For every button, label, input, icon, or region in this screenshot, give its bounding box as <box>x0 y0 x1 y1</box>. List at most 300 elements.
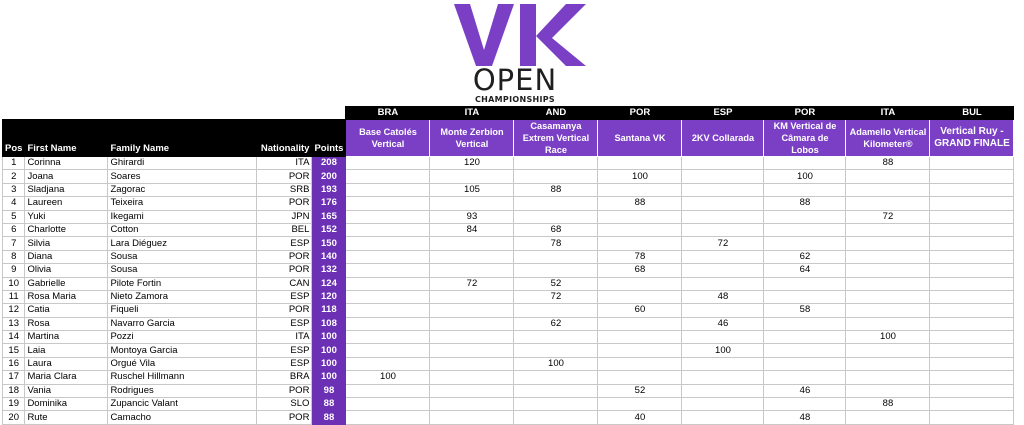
score-cell <box>764 331 846 344</box>
first-name-cell: Joana <box>25 170 108 183</box>
score-cell <box>682 384 764 397</box>
pos-cell: 18 <box>3 384 25 397</box>
first-name-cell: Martina <box>25 331 108 344</box>
event-name: KM Vertical de Câmara de Lobos <box>764 120 846 157</box>
score-cell <box>346 223 430 236</box>
score-cell <box>430 331 514 344</box>
score-cell <box>430 304 514 317</box>
score-cell <box>682 331 764 344</box>
score-cell <box>846 170 930 183</box>
score-cell <box>846 183 930 196</box>
score-cell <box>764 398 846 411</box>
score-cell <box>764 183 846 196</box>
table-row <box>3 223 1014 236</box>
score-cell <box>346 157 430 170</box>
first-name-cell: Silvia <box>25 237 108 250</box>
score-cell <box>514 170 598 183</box>
score-cell <box>346 304 430 317</box>
family-name-cell: Pilote Fortin <box>108 277 257 290</box>
logo-tagline: CHAMPIONSHIPS <box>474 95 555 104</box>
score-cell <box>598 344 682 357</box>
nationality-cell: ITA <box>257 157 312 170</box>
score-cell <box>930 183 1014 196</box>
event-name: 2KV Collarada <box>682 120 764 157</box>
points-cell: 208 <box>312 157 346 170</box>
table-row <box>3 277 1014 290</box>
score-cell: 48 <box>682 290 764 303</box>
score-cell: 84 <box>430 223 514 236</box>
nationality-cell: ESP <box>257 317 312 330</box>
header-nationality: Nationality <box>257 120 312 157</box>
score-cell: 100 <box>514 357 598 370</box>
score-cell <box>598 290 682 303</box>
header-pos: Pos <box>3 120 25 157</box>
score-cell <box>514 157 598 170</box>
score-cell <box>930 170 1014 183</box>
nationality-cell: ESP <box>257 237 312 250</box>
score-cell: 40 <box>598 411 682 424</box>
first-name-cell: Sladjana <box>25 183 108 196</box>
score-cell <box>930 357 1014 370</box>
score-cell <box>846 411 930 424</box>
family-name-cell: Ruschel Hillmann <box>108 371 257 384</box>
score-cell <box>346 277 430 290</box>
score-cell <box>346 317 430 330</box>
family-name-cell: Camacho <box>108 411 257 424</box>
score-cell <box>846 304 930 317</box>
score-cell: 88 <box>846 157 930 170</box>
score-cell <box>846 250 930 263</box>
score-cell: 62 <box>514 317 598 330</box>
score-cell <box>682 250 764 263</box>
score-cell: 46 <box>682 317 764 330</box>
nationality-cell: SLO <box>257 398 312 411</box>
score-cell <box>930 411 1014 424</box>
pos-cell: 15 <box>3 344 25 357</box>
pos-cell: 19 <box>3 398 25 411</box>
score-cell <box>764 223 846 236</box>
points-cell: 140 <box>312 250 346 263</box>
score-cell <box>598 317 682 330</box>
nationality-cell: POR <box>257 264 312 277</box>
pos-cell: 6 <box>3 223 25 236</box>
table-row <box>3 384 1014 397</box>
score-cell <box>598 183 682 196</box>
table-row <box>3 264 1014 277</box>
score-cell <box>930 304 1014 317</box>
first-name-cell: Diana <box>25 250 108 263</box>
score-cell <box>764 371 846 384</box>
points-cell: 108 <box>312 317 346 330</box>
score-cell: 100 <box>346 371 430 384</box>
score-cell <box>846 371 930 384</box>
table-row <box>3 290 1014 303</box>
score-cell <box>764 357 846 370</box>
score-cell <box>930 290 1014 303</box>
table-row <box>3 183 1014 196</box>
header-points: Points <box>312 120 346 157</box>
points-cell: 100 <box>312 331 346 344</box>
first-name-cell: Dominika <box>25 398 108 411</box>
score-cell <box>430 371 514 384</box>
nationality-cell: ESP <box>257 290 312 303</box>
event-country: BUL <box>930 107 1014 120</box>
score-cell <box>430 344 514 357</box>
family-name-cell: Rodrigues <box>108 384 257 397</box>
score-cell <box>930 250 1014 263</box>
score-cell: 72 <box>430 277 514 290</box>
vk-logo-icon <box>440 0 590 70</box>
score-cell <box>346 250 430 263</box>
score-cell <box>930 237 1014 250</box>
score-cell <box>930 157 1014 170</box>
score-cell: 62 <box>764 250 846 263</box>
family-name-cell: Montoya Garcia <box>108 344 257 357</box>
score-cell: 120 <box>430 157 514 170</box>
first-name-cell: Yuki <box>25 210 108 223</box>
score-cell <box>846 223 930 236</box>
score-cell <box>346 197 430 210</box>
points-cell: 132 <box>312 264 346 277</box>
pos-cell: 1 <box>3 157 25 170</box>
event-name: Monte Zerbion Vertical <box>430 120 514 157</box>
score-cell <box>598 237 682 250</box>
score-cell <box>430 384 514 397</box>
score-cell <box>682 304 764 317</box>
points-cell: 100 <box>312 344 346 357</box>
score-cell <box>346 237 430 250</box>
logo-open-text: OPEN <box>472 63 558 97</box>
score-cell: 68 <box>514 223 598 236</box>
table-row <box>3 357 1014 370</box>
score-cell <box>682 223 764 236</box>
score-cell: 64 <box>764 264 846 277</box>
score-cell <box>598 223 682 236</box>
score-cell <box>514 304 598 317</box>
family-name-cell: Nieto Zamora <box>108 290 257 303</box>
score-cell <box>346 170 430 183</box>
table-row <box>3 250 1014 263</box>
score-cell <box>598 398 682 411</box>
country-row-spacer <box>3 107 346 120</box>
table-row <box>3 304 1014 317</box>
first-name-cell: Gabrielle <box>25 277 108 290</box>
family-name-cell: Fiqueli <box>108 304 257 317</box>
pos-cell: 13 <box>3 317 25 330</box>
nationality-cell: POR <box>257 411 312 424</box>
score-cell <box>764 290 846 303</box>
pos-cell: 11 <box>3 290 25 303</box>
score-cell <box>846 357 930 370</box>
score-cell <box>598 277 682 290</box>
table-row <box>3 411 1014 424</box>
score-cell <box>682 183 764 196</box>
score-cell <box>764 344 846 357</box>
first-name-cell: Olivia <box>25 264 108 277</box>
first-name-cell: Catia <box>25 304 108 317</box>
score-cell <box>682 398 764 411</box>
family-name-cell: Lara Diéguez <box>108 237 257 250</box>
score-cell <box>346 398 430 411</box>
score-cell <box>514 250 598 263</box>
score-cell: 88 <box>514 183 598 196</box>
score-cell <box>598 331 682 344</box>
pos-cell: 4 <box>3 197 25 210</box>
score-cell <box>846 344 930 357</box>
score-cell <box>514 398 598 411</box>
score-cell: 100 <box>846 331 930 344</box>
event-country: ITA <box>430 107 514 120</box>
points-cell: 118 <box>312 304 346 317</box>
score-cell: 78 <box>598 250 682 263</box>
pos-cell: 9 <box>3 264 25 277</box>
score-cell <box>930 277 1014 290</box>
table-row <box>3 197 1014 210</box>
pos-cell: 7 <box>3 237 25 250</box>
family-name-cell: Teixeira <box>108 197 257 210</box>
nationality-cell: POR <box>257 170 312 183</box>
nationality-cell: JPN <box>257 210 312 223</box>
score-cell <box>846 237 930 250</box>
family-name-cell: Pozzi <box>108 331 257 344</box>
first-name-cell: Corinna <box>25 157 108 170</box>
first-name-cell: Charlotte <box>25 223 108 236</box>
score-cell <box>682 157 764 170</box>
nationality-cell: POR <box>257 250 312 263</box>
score-cell <box>430 250 514 263</box>
pos-cell: 17 <box>3 371 25 384</box>
points-cell: 100 <box>312 371 346 384</box>
score-cell: 52 <box>514 277 598 290</box>
points-cell: 200 <box>312 170 346 183</box>
pos-cell: 5 <box>3 210 25 223</box>
score-cell <box>846 277 930 290</box>
family-name-cell: Sousa <box>108 264 257 277</box>
score-cell <box>346 290 430 303</box>
table-row <box>3 210 1014 223</box>
family-name-cell: Zagorac <box>108 183 257 196</box>
pos-cell: 20 <box>3 411 25 424</box>
nationality-cell: POR <box>257 197 312 210</box>
score-cell <box>930 331 1014 344</box>
family-name-cell: Sousa <box>108 250 257 263</box>
table-row <box>3 398 1014 411</box>
event-name: Casamanya Extrem Vertical Race <box>514 120 598 157</box>
table-row <box>3 237 1014 250</box>
score-cell <box>346 357 430 370</box>
score-cell <box>930 317 1014 330</box>
score-cell <box>682 371 764 384</box>
score-cell: 100 <box>682 344 764 357</box>
score-cell <box>682 210 764 223</box>
score-cell <box>682 170 764 183</box>
family-name-cell: Soares <box>108 170 257 183</box>
family-name-cell: Ikegami <box>108 210 257 223</box>
score-cell <box>846 384 930 397</box>
first-name-cell: Rosa <box>25 317 108 330</box>
nationality-cell: POR <box>257 304 312 317</box>
points-cell: 100 <box>312 357 346 370</box>
event-name: Adamello Vertical Kilometer® <box>846 120 930 157</box>
event-country: POR <box>598 107 682 120</box>
score-cell <box>598 371 682 384</box>
score-cell: 93 <box>430 210 514 223</box>
first-name-cell: Laureen <box>25 197 108 210</box>
points-cell: 165 <box>312 210 346 223</box>
score-cell <box>846 197 930 210</box>
nationality-cell: ESP <box>257 344 312 357</box>
score-cell: 100 <box>764 170 846 183</box>
table-row <box>3 317 1014 330</box>
score-cell <box>430 398 514 411</box>
score-cell <box>514 331 598 344</box>
score-cell: 46 <box>764 384 846 397</box>
pos-cell: 2 <box>3 170 25 183</box>
score-cell: 58 <box>764 304 846 317</box>
score-cell <box>930 384 1014 397</box>
score-cell <box>346 331 430 344</box>
standings-table <box>2 106 1014 425</box>
score-cell <box>430 170 514 183</box>
score-cell: 52 <box>598 384 682 397</box>
family-name-cell: Navarro Garcia <box>108 317 257 330</box>
score-cell <box>430 357 514 370</box>
event-country: ITA <box>846 107 930 120</box>
nationality-cell: ESP <box>257 357 312 370</box>
points-cell: 152 <box>312 223 346 236</box>
nationality-cell: BRA <box>257 371 312 384</box>
score-cell <box>846 290 930 303</box>
points-cell: 88 <box>312 411 346 424</box>
score-cell <box>430 317 514 330</box>
score-cell <box>682 264 764 277</box>
header-first-name: First Name <box>25 120 108 157</box>
nationality-cell: POR <box>257 384 312 397</box>
points-cell: 150 <box>312 237 346 250</box>
score-cell <box>346 183 430 196</box>
score-cell <box>346 264 430 277</box>
family-name-cell: Zupancic Valant <box>108 398 257 411</box>
score-cell <box>346 210 430 223</box>
nationality-cell: ITA <box>257 331 312 344</box>
score-cell <box>346 344 430 357</box>
score-cell: 72 <box>682 237 764 250</box>
event-country: POR <box>764 107 846 120</box>
points-cell: 193 <box>312 183 346 196</box>
score-cell <box>430 237 514 250</box>
score-cell <box>764 210 846 223</box>
score-cell: 78 <box>514 237 598 250</box>
score-cell <box>764 317 846 330</box>
score-cell <box>930 344 1014 357</box>
first-name-cell: Vania <box>25 384 108 397</box>
score-cell <box>764 157 846 170</box>
score-cell <box>514 210 598 223</box>
score-cell: 88 <box>598 197 682 210</box>
score-cell <box>598 210 682 223</box>
points-cell: 124 <box>312 277 346 290</box>
score-cell: 88 <box>846 398 930 411</box>
score-cell <box>346 411 430 424</box>
score-cell <box>764 277 846 290</box>
first-name-cell: Laia <box>25 344 108 357</box>
score-cell <box>514 384 598 397</box>
score-cell <box>930 210 1014 223</box>
nationality-cell: CAN <box>257 277 312 290</box>
family-name-cell: Orgué Vila <box>108 357 257 370</box>
score-cell: 48 <box>764 411 846 424</box>
event-country: AND <box>514 107 598 120</box>
score-cell: 68 <box>598 264 682 277</box>
score-cell <box>514 371 598 384</box>
first-name-cell: Maria Clara <box>25 371 108 384</box>
score-cell <box>930 197 1014 210</box>
score-cell <box>430 264 514 277</box>
nationality-cell: SRB <box>257 183 312 196</box>
score-cell <box>930 398 1014 411</box>
event-name: Santana VK <box>598 120 682 157</box>
event-country: BRA <box>346 107 430 120</box>
points-cell: 176 <box>312 197 346 210</box>
points-cell: 88 <box>312 398 346 411</box>
score-cell: 72 <box>514 290 598 303</box>
pos-cell: 8 <box>3 250 25 263</box>
family-name-cell: Cotton <box>108 223 257 236</box>
pos-cell: 12 <box>3 304 25 317</box>
vk-open-logo <box>440 0 590 108</box>
event-name-grand-finale: Vertical Ruy - GRAND FINALE <box>930 120 1014 157</box>
score-cell <box>682 411 764 424</box>
standings-body <box>3 157 1014 425</box>
score-cell: 100 <box>598 170 682 183</box>
score-cell <box>846 264 930 277</box>
score-cell <box>514 264 598 277</box>
nationality-cell: BEL <box>257 223 312 236</box>
table-row <box>3 170 1014 183</box>
country-row <box>3 107 1014 120</box>
event-country: ESP <box>682 107 764 120</box>
score-cell <box>846 317 930 330</box>
score-cell <box>514 197 598 210</box>
header-row <box>3 120 1014 157</box>
score-cell <box>514 411 598 424</box>
score-cell <box>682 197 764 210</box>
event-name: Base Catolés Vertical <box>346 120 430 157</box>
table-row <box>3 157 1014 170</box>
score-cell <box>430 411 514 424</box>
pos-cell: 3 <box>3 183 25 196</box>
points-cell: 120 <box>312 290 346 303</box>
score-cell <box>930 264 1014 277</box>
score-cell <box>682 357 764 370</box>
table-row <box>3 331 1014 344</box>
score-cell <box>430 197 514 210</box>
pos-cell: 16 <box>3 357 25 370</box>
score-cell: 72 <box>846 210 930 223</box>
first-name-cell: Laura <box>25 357 108 370</box>
header-family-name: Family Name <box>108 120 257 157</box>
score-cell: 105 <box>430 183 514 196</box>
score-cell <box>598 157 682 170</box>
points-cell: 98 <box>312 384 346 397</box>
table-row <box>3 344 1014 357</box>
score-cell <box>682 277 764 290</box>
score-cell <box>346 384 430 397</box>
score-cell <box>764 237 846 250</box>
score-cell <box>430 290 514 303</box>
score-cell: 88 <box>764 197 846 210</box>
family-name-cell: Ghirardi <box>108 157 257 170</box>
